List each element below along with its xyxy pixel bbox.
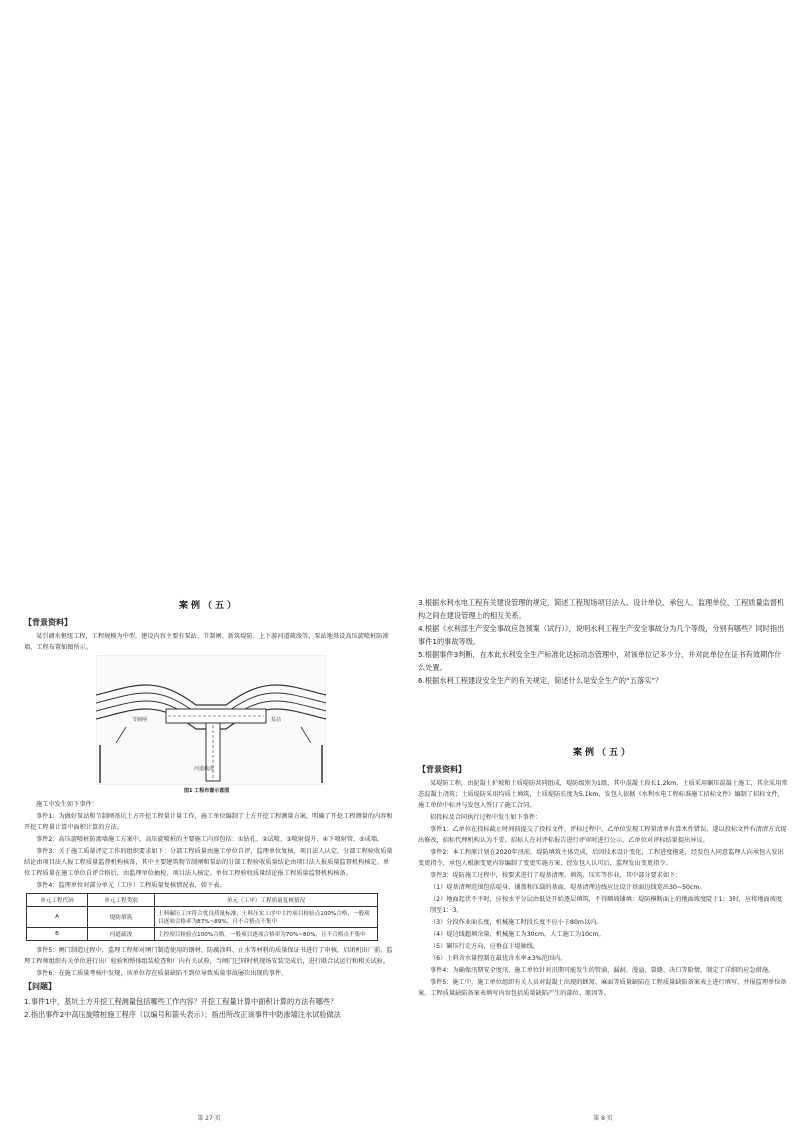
label-dredging: 河道疏浚 — [194, 766, 215, 772]
list-item: （3）分段作业面长度，机械施工时段长度不应小于80m以内。 — [430, 919, 603, 926]
page-number: 第 27 页 — [197, 1115, 221, 1122]
table-header: 单元（工序）工程质量复核情况 — [155, 894, 378, 907]
label-pump: 泵站 — [271, 717, 282, 723]
list-item: （2）地面起伏不平时，应按水平分层由低处开始逐层填筑，不得顺坡铺填；堤防横断面上的地面坡度陡于1：3时，应将地面坡度削至1：3。 — [430, 896, 783, 914]
question-3: 3.根据水利水电工程有关建设管理的规定，简述工程现场项目法人、设计单位、承包人、监理单位、工程质量监督机构之间在建设管理上的相互关系。 — [418, 598, 785, 620]
event-6: 事件6：在施工质量考核中发现，该单位存在质量缺陷不到位导致质量事故屡次出现的事件。 — [36, 970, 288, 977]
table-cell: 河道疏浚 — [88, 928, 155, 941]
background-intro: 某堤防工程，由泥凝土护坡和土质堤防共同组成，堤防级别为1级，其中混凝土段长1.2km，土质采用碾压混凝土施工，其余采用常态混凝土浇筑；土质堤防采用均质土填筑，土质堤防长度为5.1km，发包人依据《水利水电工程标准施工招标文件》编制了招标文件，施工单位中标并与发包人签订了施工合同。 — [418, 780, 788, 809]
event-5: 事件5：闸门制造过程中，监理工程师对闸门制造使用的钢材、防腐涂料、止水等材料的质量保证书进行了审核，启闭机出厂前，监理工程师组织有关单位进行出厂检验和整体组装检查和厂内有关试验，当闸门已同时机现场安装完成后，进行联合试运行和相关试验。 — [24, 947, 393, 965]
event-5: 事件5：施工中，施工单位组织有关人员对混凝土出现的蜂窝、麻面等质量缺陷在工程质量缺陷备案表上进行填写，并报监理单位备案。工程质量缺陷备案表填写内容包括质量缺陷产生的部位、原因等。 — [418, 979, 787, 997]
question-4: 4.根据《水利部生产安全事故应急预案（试行）》，说明水利工程生产安全事故分为几个等级，分别有哪些？同时指出事件1的事故等级。 — [418, 624, 785, 646]
table-cell: 堤防填筑 — [88, 907, 155, 928]
table-cell: B — [27, 928, 88, 941]
table-cell: A — [27, 907, 88, 928]
question-2: 2.指出事件2中高压旋喷桩施工程序（以编号和箭头表示）；指出所改正该事件中防渗墙注水试验做法 — [24, 1010, 341, 1019]
background-intro-2: 招投标及合同执行过程中发生如下事件： — [430, 814, 542, 821]
event-3: 事件3：堤防施工过程中，按要求进行了堤基清理、填筑、压实等作业，其中部分要求如下： — [430, 872, 682, 879]
table-cell: 主控项目检验点100%合格，一般项目逐项合格率为70%~80%，且不合格点不集中 — [155, 928, 378, 941]
project-layout-figure — [24, 655, 394, 795]
list-item: （1）堤基清理范围包括堤身、铺盖和压载的基面，堤基清理边线应比设计基面边线宽出30~50cm。 — [430, 884, 706, 891]
question-5: 5.根据事件3判断，在本此水利安全生产标准化达标动态管理中，对该单位记多少分，并对此单位在证书有效期作什么处置。 — [418, 650, 782, 672]
case-title: 案例（五） — [178, 601, 239, 611]
case-title: 案例（五） — [572, 748, 633, 758]
event-1: 事件1：为做好泵站和节制闸基坑土方开挖工程量计量工作，施工单位编制了土方开挖工程测量方案，明确了开挖工程测量的内容和开挖工程量计算中面积计算的方法。 — [24, 813, 393, 831]
background-heading: 【背景资料】 — [418, 765, 466, 774]
event-2: 事件2：本工程原计划在2020年汛前，堤防填筑主体完成，后因技术设计变化，工程进度拖延，经发包人同意监理人向承包人发出变更指令，承包人根据变更内容编制了变更实施方案，经发包人认可后，监理发出变更指令。 — [418, 849, 784, 867]
list-item: （6）土料含水量控制在最优含水率±3%范围内。 — [430, 955, 567, 962]
layout-diagram — [96, 655, 326, 785]
question-6: 6.根据水利工程建设安全生产的有关规定，简述什么是安全生产的“五落实”？ — [418, 676, 663, 685]
background-intro: 某引调水枢纽工程，工程规模为中型，建设内容主要有泵站、节制闸、新筑堤防、上下游河道疏浚等，泵站地基设高压旋喷桩防渗墙，工程布置如图所示。 — [24, 633, 389, 651]
quality-review-table — [26, 893, 378, 941]
event-4: 事件4：监理单位对部分单元（工序）工程质量复核情况表，如下表。 — [36, 882, 226, 889]
event-3: 事件3：关于施工质量评定工作的组织要求如下：分部工程质量由施工单位自评，监理单位复核，项目法人认定，分部工程验收质量结论由项目法人报工程质量监督机构核备，其中主要建筑物节制闸和泵站的分部工程验收质量结论由项目法人报质量监督机构核定。单位工程质量在施工单位自评合格后，由监理单位抽检，项目法人核定。单位工程验收质量结论报工程质量监督机构核备。 — [24, 848, 393, 877]
table-row — [27, 907, 378, 928]
page-number: 第 8 页 — [593, 1115, 613, 1122]
event-2: 事件2：高压旋喷桩防渗墙施工方案中，高压旋喷桩的主要施工内容包括：①钻孔、②试喷、③喷射提升、④下喷射管、⑤成墙。 — [36, 836, 384, 843]
table-header: 单元工程代码 — [27, 894, 88, 907]
figure-caption: 图1 工程布置示意图 — [184, 788, 230, 794]
table-header: 单元工程类别 — [88, 894, 155, 907]
label-sluice: 节制闸 — [132, 717, 148, 723]
table-row — [27, 928, 378, 941]
question-1: 1.事件1中，基坑土方开挖工程测量包括哪些工作内容？开挖工程量计算中面积计算的方法有哪些？ — [24, 997, 338, 1006]
table-cell: 土料碾压工序符合优良质量标准，土料压实工序中主控项目检验点100%合格，一般项目逐项合格率为87%~89%，且不合格点不集中 — [155, 907, 378, 928]
event-1: 事件1：乙单位在投标截止时间前提交了投标文件，评标过程中，乙单位发现工程量清单有算术性错误，遂以投标文件有清清方式提出修改，招标代理机构认为不妥。招标人在对评标报告进行评审时进行公示，乙单位对评标结果提出异议。 — [418, 826, 787, 844]
right-page — [418, 596, 788, 1126]
background-heading: 【背景资料】 — [24, 618, 72, 627]
list-item: （4）堤边线超填余量，机械施工为30cm，人工施工为10cm。 — [430, 931, 605, 938]
event-4: 事件4：为确保汛期安全度汛，施工单位针对汛期可能发生的管涌、漏洞、漫溢、裂缝、决口等险情，制定了详细的应急措施。 — [430, 967, 775, 974]
events-intro: 施工中发生如下事件： — [36, 801, 98, 808]
left-page — [24, 596, 394, 1126]
questions-heading: 【问题】 — [24, 982, 56, 991]
table-header-row — [27, 894, 378, 907]
list-item: （5）碾压行走方向，应垂直于堤轴线。 — [430, 943, 540, 950]
